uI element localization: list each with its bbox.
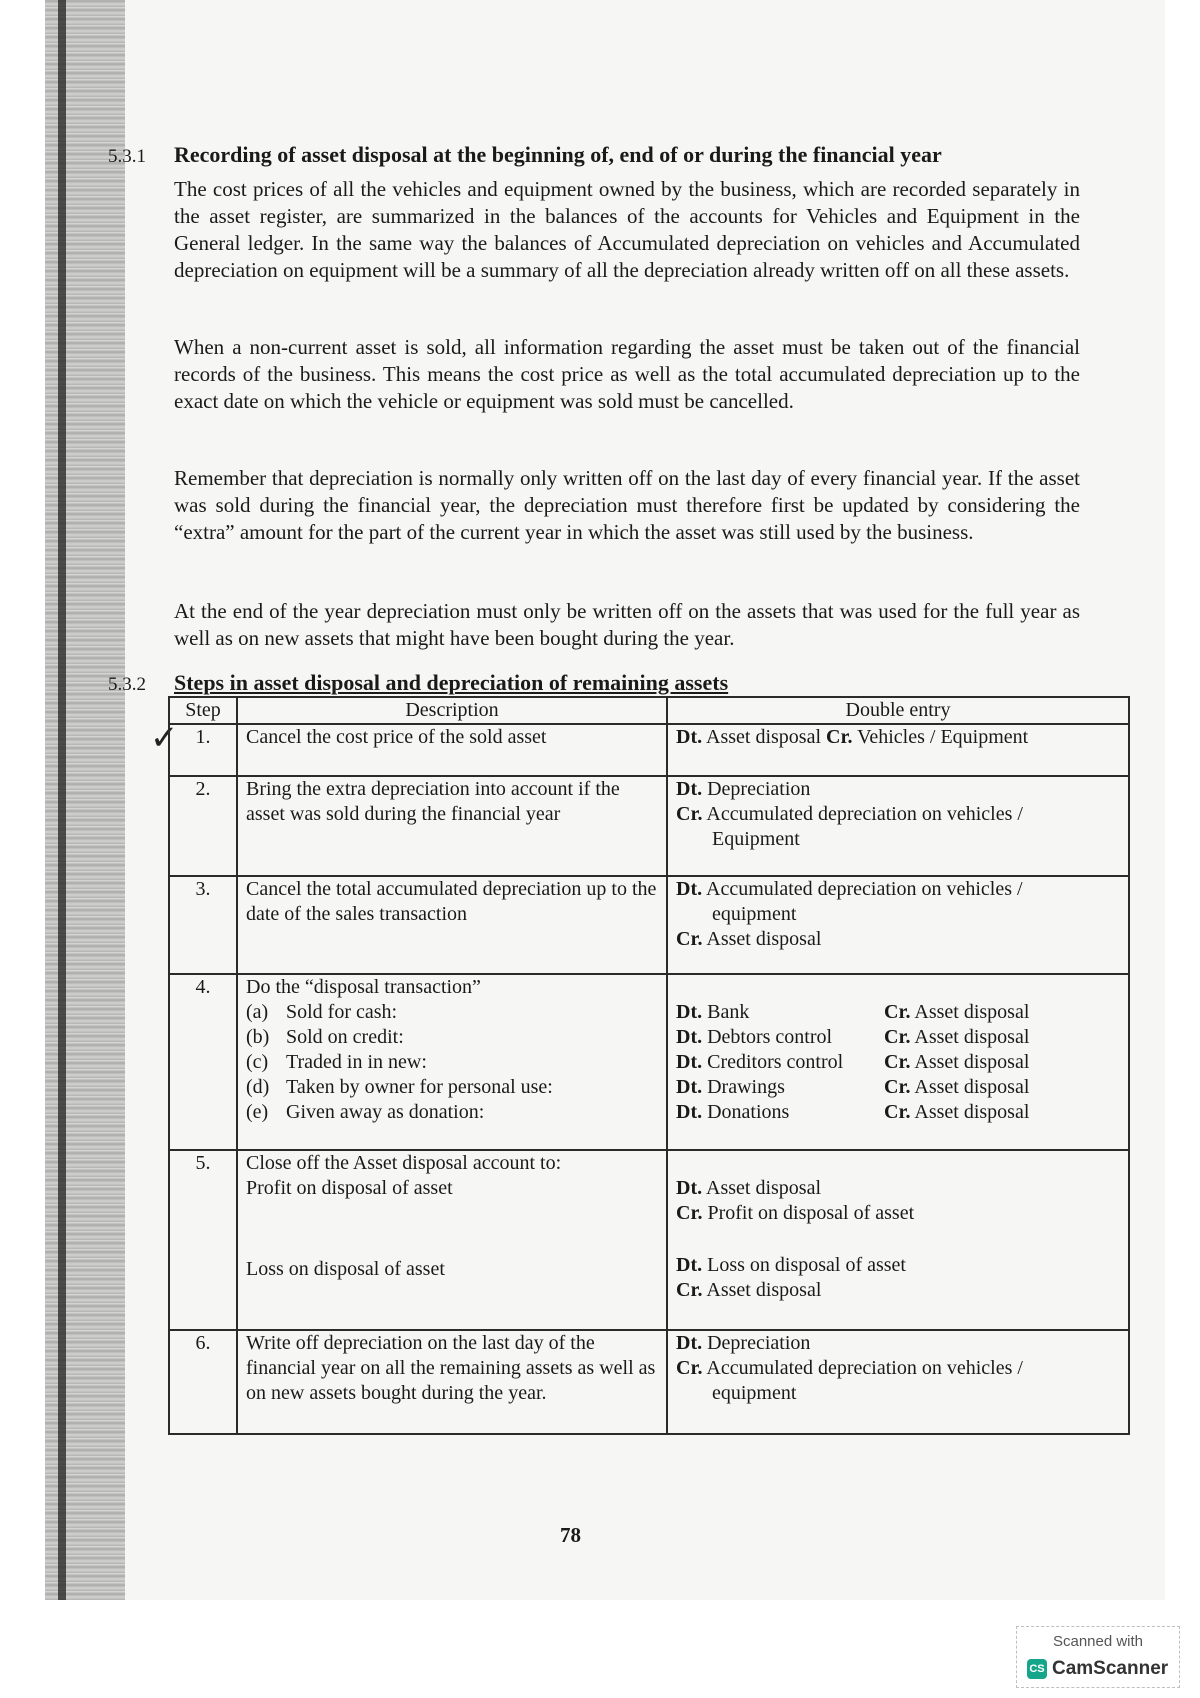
book-spine-shadow xyxy=(45,0,125,1600)
step-description xyxy=(237,974,667,1150)
step-number: 2. xyxy=(169,776,237,876)
debit-label: Dt. xyxy=(676,1332,703,1354)
list-item-text: Given away as donation: xyxy=(286,1101,485,1123)
table-row xyxy=(169,876,1129,974)
credit-account-continued: equipment xyxy=(712,1382,797,1404)
debit-label: Dt. xyxy=(676,1254,703,1276)
credit-account-continued: Equipment xyxy=(712,828,800,850)
entry-pair xyxy=(676,1000,1120,1025)
watermark-brand: CamScanner xyxy=(1052,1658,1169,1679)
paragraph-4: At the end of the year depreciation must only be written off on the assets that was used for the full year as well as on new assets that might have been bought during the year. xyxy=(174,599,1080,650)
page-number: 78 xyxy=(560,1523,581,1547)
step-number: 6. xyxy=(169,1330,237,1434)
credit-label: Cr. xyxy=(826,726,853,748)
credit-account: Asset disposal xyxy=(910,1101,1030,1123)
list-item-text: Traded in in new: xyxy=(286,1051,427,1073)
step-number: 1. xyxy=(169,724,237,776)
list-item-text: Taken by owner for personal use: xyxy=(286,1076,553,1098)
step-number: 5. xyxy=(169,1150,237,1330)
credit-account: Accumulated depreciation on vehicles / xyxy=(702,1357,1023,1379)
debit-account: Depreciation xyxy=(702,778,811,800)
debit-label: Dt. xyxy=(676,778,703,800)
credit-label: Cr. xyxy=(884,1051,911,1073)
debit-account: Asset disposal xyxy=(702,1177,822,1199)
step-description xyxy=(237,1150,667,1330)
debit-label: Dt. xyxy=(676,1051,703,1073)
list-item xyxy=(246,1100,658,1125)
entry-pair xyxy=(676,1100,1120,1125)
credit-label: Cr. xyxy=(884,1001,911,1023)
debit-label: Dt. xyxy=(676,1076,703,1098)
loss-label: Loss on disposal of asset xyxy=(246,1258,445,1280)
camscanner-logo-icon: CS xyxy=(1027,1659,1047,1679)
credit-account: Profit on disposal of asset xyxy=(702,1202,915,1224)
step-description: Cancel the total accumulated depreciation up to the date of the sales transaction xyxy=(237,876,667,974)
credit-label: Cr. xyxy=(884,1076,911,1098)
table-row xyxy=(169,776,1129,876)
entry-pair xyxy=(676,1025,1120,1050)
credit-label: Cr. xyxy=(676,1202,703,1224)
debit-label: Dt. xyxy=(676,1101,703,1123)
table-row xyxy=(169,1330,1129,1434)
debit-label: Dt. xyxy=(676,1177,703,1199)
credit-account: Asset disposal xyxy=(910,1001,1030,1023)
list-item xyxy=(246,1050,658,1075)
list-item-label: (e) xyxy=(246,1101,269,1123)
debit-account: Donations xyxy=(702,1101,790,1123)
double-entry-cell xyxy=(667,974,1129,1150)
list-item xyxy=(246,1075,658,1100)
credit-label: Cr. xyxy=(676,1357,703,1379)
section-number-532: 5.3.2 xyxy=(108,674,146,695)
step-number: 4. xyxy=(169,974,237,1150)
paragraph-3: Remember that depreciation is normally only written off on the last day of every financial year. If the asset was sold during the financial year, the depreciation must therefore first be updated by considering the “extra” amount for the part of the current year in which the asset was still used by the business. xyxy=(174,466,1080,544)
paragraph-1: The cost prices of all the vehicles and equipment owned by the business, which are recorded separately in the asset register, are summarized in the balances of the accounts for Vehicles and Equipment in the General ledger. In the same way the balances of Accumulated depreciation on vehicles and Accumulated depreciation on equipment will be a summary of all the depreciation already written off on all these assets. xyxy=(174,177,1080,282)
disposal-steps-table xyxy=(168,696,1130,1435)
list-item-label: (b) xyxy=(246,1026,270,1048)
double-entry-cell xyxy=(667,1330,1129,1434)
credit-label: Cr. xyxy=(884,1101,911,1123)
header-step: Step xyxy=(169,697,237,724)
debit-label: Dt. xyxy=(676,1026,703,1048)
debit-account: Bank xyxy=(702,1001,750,1023)
debit-account: Accumulated depreciation on vehicles / xyxy=(702,878,1023,900)
credit-account: Asset disposal xyxy=(702,1279,822,1301)
credit-account: Accumulated depreciation on vehicles / xyxy=(702,803,1023,825)
section-title-532: Steps in asset disposal and depreciation of remaining assets xyxy=(174,670,729,695)
book-spine-edge xyxy=(58,0,66,1600)
debit-account: Debtors control xyxy=(702,1026,833,1048)
step-number: 3. xyxy=(169,876,237,974)
entry-pair xyxy=(676,1075,1120,1100)
list-item-text: Sold for cash: xyxy=(286,1001,398,1023)
table-header-row xyxy=(169,697,1129,724)
list-item-label: (d) xyxy=(246,1076,270,1098)
section-title-531: Recording of asset disposal at the beginning of, end of or during the financial year xyxy=(174,142,942,167)
debit-label: Dt. xyxy=(676,1001,703,1023)
credit-label: Cr. xyxy=(884,1026,911,1048)
credit-account: Vehicles / Equipment xyxy=(852,726,1029,748)
debit-account: Depreciation xyxy=(702,1332,811,1354)
step-description: Bring the extra depreciation into account if the asset was sold during the financial year xyxy=(237,776,667,876)
camscanner-watermark xyxy=(1016,1626,1180,1688)
list-item-label: (c) xyxy=(246,1051,269,1073)
credit-account: Asset disposal xyxy=(910,1051,1030,1073)
watermark-caption: Scanned with xyxy=(1052,1633,1144,1650)
step-description: Cancel the cost price of the sold asset xyxy=(237,724,667,776)
disposal-transaction-title: Do the “disposal transaction” xyxy=(246,976,481,998)
list-item xyxy=(246,1025,658,1050)
double-entry-cell xyxy=(667,776,1129,876)
step-description: Write off depreciation on the last day of the financial year on all the remaining assets as well as on new assets bought during the year. xyxy=(237,1330,667,1434)
debit-account-continued: equipment xyxy=(712,903,797,925)
list-item xyxy=(246,1000,658,1025)
profit-label: Profit on disposal of asset xyxy=(246,1177,453,1199)
list-item-label: (a) xyxy=(246,1001,269,1023)
debit-account: Creditors control xyxy=(702,1051,844,1073)
double-entry-cell xyxy=(667,876,1129,974)
credit-label: Cr. xyxy=(676,803,703,825)
credit-label: Cr. xyxy=(676,928,703,950)
debit-account: Asset disposal xyxy=(702,726,827,748)
header-description: Description xyxy=(237,697,667,724)
list-item-text: Sold on credit: xyxy=(286,1026,404,1048)
credit-label: Cr. xyxy=(676,1279,703,1301)
credit-account: Asset disposal xyxy=(910,1076,1030,1098)
table-row xyxy=(169,724,1129,776)
table-row xyxy=(169,1150,1129,1330)
close-off-text: Close off the Asset disposal account to: xyxy=(246,1152,562,1174)
debit-label: Dt. xyxy=(676,878,703,900)
double-entry-cell xyxy=(667,1150,1129,1330)
section-number-531: 5.3.1 xyxy=(108,146,146,167)
double-entry-cell xyxy=(667,724,1129,776)
debit-account: Loss on disposal of asset xyxy=(702,1254,906,1276)
credit-account: Asset disposal xyxy=(910,1026,1030,1048)
credit-account: Asset disposal xyxy=(702,928,822,950)
table-row xyxy=(169,974,1129,1150)
entry-pair xyxy=(676,1050,1120,1075)
header-double-entry: Double entry xyxy=(667,697,1129,724)
paragraph-2: When a non-current asset is sold, all information regarding the asset must be taken out of the financial records of the business. This means the cost price as well as the total accumulated depreciation up to the exact date on which the vehicle or equipment was sold must be cancelled. xyxy=(174,335,1080,413)
debit-account: Drawings xyxy=(702,1076,785,1098)
checkmark-icon: ✓ xyxy=(150,720,179,757)
debit-label: Dt. xyxy=(676,726,703,748)
